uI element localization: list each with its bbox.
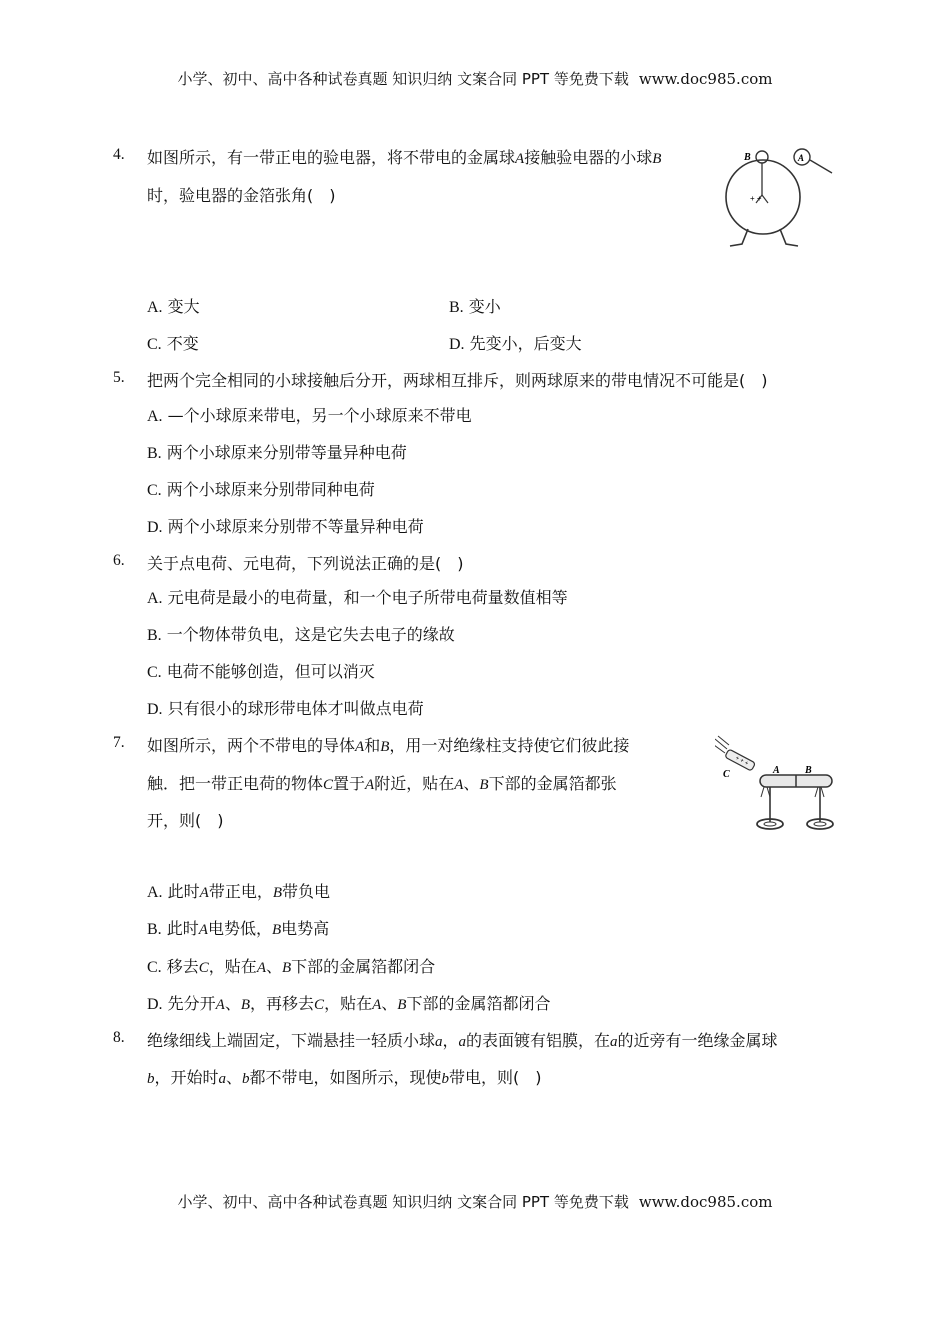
footer-text: 小学、初中、高中各种试卷真题 知识归纳 文案合同 PPT 等免费下载 bbox=[177, 1193, 629, 1211]
electroscope-plus: + + bbox=[750, 194, 762, 203]
q5-option-a[interactable]: A. —个小球原来带电，另一个小球原来不带电 bbox=[147, 406, 472, 425]
q6-stem: 关于点电荷、元电荷，下列说法正确的是( ) bbox=[147, 554, 464, 573]
page-footer bbox=[0, 1191, 950, 1212]
label-a: A bbox=[798, 153, 805, 163]
right-leg bbox=[780, 229, 798, 246]
q4-stem-line1: 如图所示，有一带正电的验电器，将不带电的金属球A接触验电器的小球B bbox=[147, 148, 662, 167]
label-c: C bbox=[723, 769, 730, 780]
page-header bbox=[0, 68, 950, 89]
q4-option-d[interactable]: D. 先变小，后变大 bbox=[449, 334, 582, 353]
electroscope-figure bbox=[720, 143, 840, 253]
q5-stem: 把两个完全相同的小球接触后分开，两球相互排斥，则两球原来的带电情况不可能是( ) bbox=[147, 371, 768, 390]
q6-option-b[interactable]: B. 一个物体带负电，这是它失去电子的缘故 bbox=[147, 625, 455, 644]
q8-number: 8. bbox=[113, 1029, 125, 1046]
q4-option-a[interactable]: A. 变大 bbox=[147, 297, 200, 316]
q7-stem-line2: 触．把一带正电荷的物体C置于A附近，贴在A、B下部的金属箔都张 bbox=[147, 774, 617, 793]
q7-option-d[interactable]: D. 先分开A、B，再移去C，贴在A、B下部的金属箔都闭合 bbox=[147, 994, 551, 1013]
q5-option-b[interactable]: B. 两个小球原来分别带等量异种电荷 bbox=[147, 443, 407, 462]
charged-rod-c bbox=[715, 736, 755, 771]
rod-plus: + + + bbox=[734, 755, 750, 768]
q7-stem-line1: 如图所示，两个不带电的导体A和B，用一对绝缘柱支持使它们彼此接 bbox=[147, 736, 630, 755]
header-text: 小学、初中、高中各种试卷真题 知识归纳 文案合同 PPT 等免费下载 bbox=[177, 70, 629, 88]
q5-number: 5. bbox=[113, 369, 125, 386]
q4-option-c[interactable]: C. 不变 bbox=[147, 334, 199, 353]
q7-option-b[interactable]: B. 此时A电势低，B电势高 bbox=[147, 919, 330, 938]
q4-number: 4. bbox=[113, 146, 125, 163]
q8-stem-line1: 绝缘细线上端固定，下端悬挂一轻质小球a，a的表面镀有铝膜，在a的近旁有一绝缘金属球 bbox=[147, 1031, 778, 1050]
left-leg bbox=[730, 229, 748, 246]
label-b: B bbox=[744, 152, 751, 163]
q5-option-c[interactable]: C. 两个小球原来分别带同种电荷 bbox=[147, 480, 375, 499]
conductors-figure bbox=[715, 733, 835, 833]
q8-stem-line2: b，开始时a、b都不带电，如图所示，现使b带电，则( ) bbox=[147, 1068, 542, 1087]
q6-option-c[interactable]: C. 电荷不能够创造，但可以消灭 bbox=[147, 662, 375, 681]
ball-b bbox=[756, 151, 768, 163]
q7-number: 7. bbox=[113, 734, 125, 751]
label-a-fig: A bbox=[773, 765, 780, 776]
footer-site: www.doc985.com bbox=[638, 1193, 773, 1211]
q4-option-b[interactable]: B. 变小 bbox=[449, 297, 501, 316]
q6-number: 6. bbox=[113, 552, 125, 569]
q6-option-a[interactable]: A. 元电荷是最小的电荷量，和一个电子所带电荷量数值相等 bbox=[147, 588, 568, 607]
label-b-fig: B bbox=[805, 765, 812, 776]
q5-option-d[interactable]: D. 两个小球原来分别带不等量异种电荷 bbox=[147, 517, 424, 536]
q6-option-d[interactable]: D. 只有很小的球形带电体才叫做点电荷 bbox=[147, 699, 424, 718]
q7-option-a[interactable]: A. 此时A带正电，B带负电 bbox=[147, 882, 331, 901]
q7-stem-line3: 开，则( ) bbox=[147, 811, 224, 830]
header-site: www.doc985.com bbox=[638, 70, 773, 88]
q7-option-c[interactable]: C. 移去C，贴在A、B下部的金属箔都闭合 bbox=[147, 957, 436, 976]
q4-stem-line2: 时，验电器的金箔张角( ) bbox=[147, 186, 336, 205]
